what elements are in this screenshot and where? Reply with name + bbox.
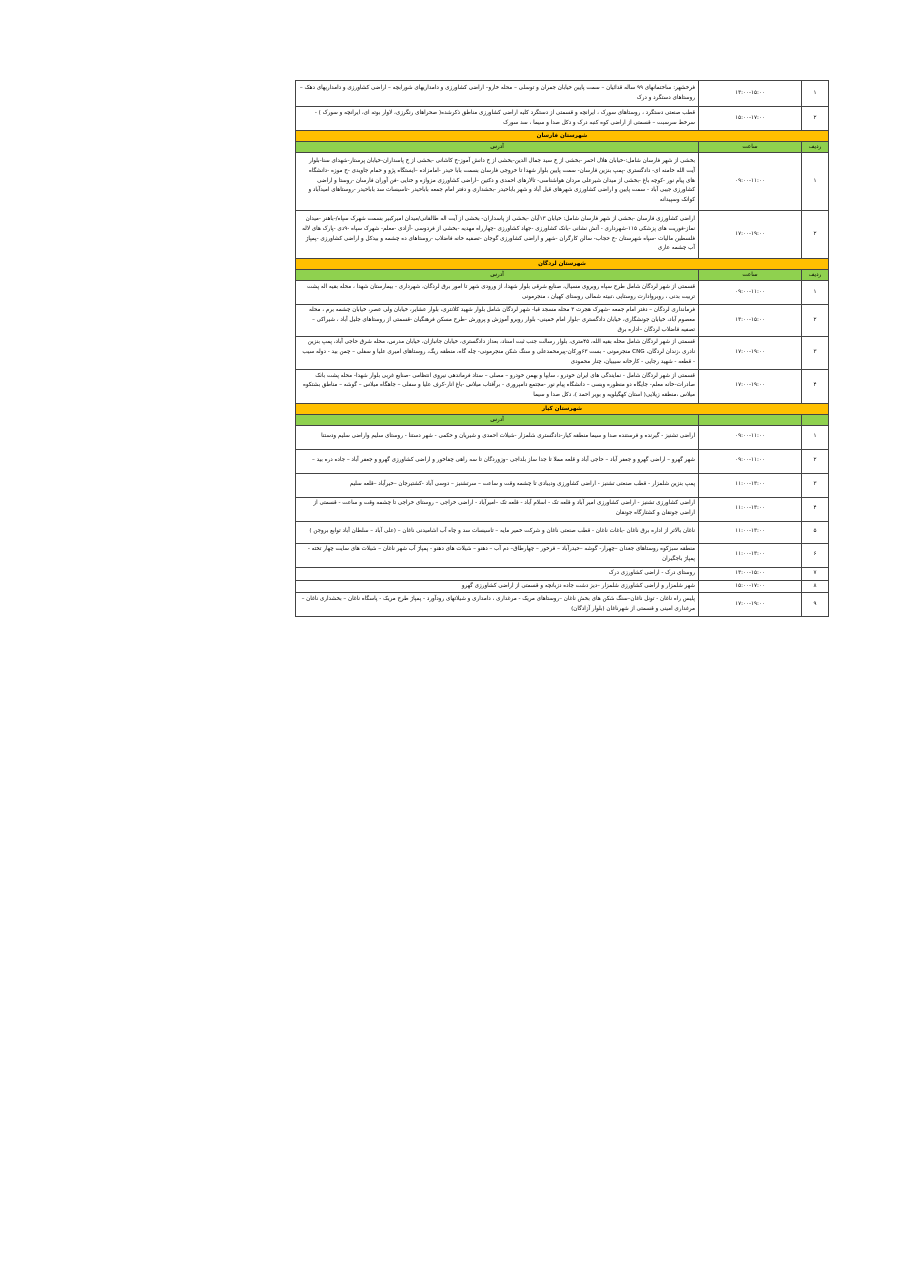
time-slot: ۱۳:۰۰-۱۵:۰۰ bbox=[699, 305, 802, 337]
address-text: قسمتی از شهر لردگان شامل - نمایندگی های ایران خودرو ، سایپا و بهمن خودرو – مصلی – ستاد فرماندهی نیروی انتظامی -صنایع غربی بلوار شهدا- محله پشت بانک صادرات-خانه معلم- جایگاه دو منظوره وبسی – دانشگاه پیام نور -مجتمع دامپروری - برآفتاب میلاس -باغ انار-کرف علیا و سفلی – جاهگاه میلاس – گوشه – مناطق بشتکوه میلاس ،منطقه زیلایی( استان کهگیلویه و بویر احمد )، دکل صدا و سیما bbox=[296, 369, 699, 403]
table-row bbox=[296, 449, 829, 473]
time-slot: ۱۷:۰۰-۱۹:۰۰ bbox=[699, 369, 802, 403]
time-slot: ۱۱:۰۰-۱۳:۰۰ bbox=[699, 497, 802, 521]
row-number: ۲ bbox=[802, 107, 829, 131]
time-slot: ۰۹:۰۰-۱۱:۰۰ bbox=[699, 449, 802, 473]
header-time-slot: ساعت bbox=[699, 142, 802, 153]
column-header-row bbox=[296, 142, 829, 153]
table-row bbox=[296, 305, 829, 337]
address-text: بخشی از شهر فارسان شامل:-خیابان هلال احمر -بخشی از خ سید جمال الدین-بخشی از خ دانش آموز-خ کاشانی -بخشی از خ پاسداران-خیابان پرستار-شهدای سنا-بلوار آیت الله خامنه ای- دادگستری -پمپ بنزین فارسان- سمت پایین بلوار شهدا تا خروجی فارسان بسمت بابا حیدر -امامزاده –ایستگاه پژو و حمام جاویدی -خ موزه -دانشگاه های پیام نور -کوچه باغ -بخشی از میدان شیرعلی مردان هواشناسی- تالارهای احمدی و دکتین –اراضی کشاورزی مزوازه و خنایی -فن آوران فارسان -روستا و اراضی کشاورزی جیبی آباد - سمت پایین و اراضی کشاورزی شهرهای قیل آباد و شهر باباحیدر -بخشداری و دفتر امام جمعه باباحیدر -تاسیسات سد باباحیدر -روستاهای امیدآباد و کوانک وسپیدانه bbox=[296, 153, 699, 211]
time-slot: ۱۳:۰۰-۱۵:۰۰ bbox=[699, 567, 802, 580]
row-number: ۱ bbox=[802, 81, 829, 107]
table-row bbox=[296, 107, 829, 131]
row-number: ۵ bbox=[802, 521, 829, 543]
address-text: قطب صنعتی دستگرد ، روستاهای سورک ، ایرانچه و قسمتی از دستگرد کلیه اراضی کشاورزی مناطق ذکرشده( صحراهای رنگرزی، لاوار بوته ای، ایرانچه و سورک ) - سرخط سرسبت – قسمتی از اراضی کوه کنبه درک و دکل صدا و سیما ، سد سورک bbox=[296, 107, 699, 131]
row-number: ۲ bbox=[802, 211, 829, 259]
header-row-number: ردیف bbox=[802, 142, 829, 153]
time-slot: ۱۷:۰۰-۱۹:۰۰ bbox=[699, 593, 802, 617]
table-row bbox=[296, 337, 829, 369]
header-row-number: ردیف bbox=[802, 270, 829, 281]
row-number: ۹ bbox=[802, 593, 829, 617]
table-row bbox=[296, 81, 829, 107]
time-slot: ۰۹:۰۰-۱۱:۰۰ bbox=[699, 425, 802, 449]
table-row bbox=[296, 473, 829, 497]
address-text: اراضی کشاورزی فارسان -بخشی از شهر فارسان شامل: خیابان ۱۳آبان -بخشی از پاسداران- بخشی از آیت اله طالقانی/میدان امیرکبیر بسمت شهرک سپاه/-باهنر -میدان نماز-فوریت های پزشکی ۱۱۵-شهرداری - آتش نشانی -بانک کشاورزی -جهاد کشاورزی -چهارراه مهدیه -بخشی از فردوسی -آزادی -معلم- شهرک سپاه -۹دی -پارک های لاله فلسطین مالیات -سپاه شهرستان -خ حجاب- سالن کارگران -شهر و اراضی کشاورزی گوجان -تصفیه خانه فاضلاب -روستاهای ده چشمه و بیدکل و اراضی کشاورزی -پمپاژ آب چشمه عاری bbox=[296, 211, 699, 259]
table-row bbox=[296, 425, 829, 449]
row-number: ۴ bbox=[802, 369, 829, 403]
time-slot: ۱۱:۰۰-۱۳:۰۰ bbox=[699, 473, 802, 497]
table-row bbox=[296, 369, 829, 403]
address-text: قسمتی از شهر لردگان شامل محله بقیه الله، ۴۵متری، بلوار رسالت جنب ثبت اسناد، بعداز دادگستری، خیابان جانبازان، خیابان مدرس، محله شرق حاجی آباد، پمپ بنزین نادری ،زندان لردگان، CNG منجرمونی - بست ۶۳ورکان-پیرمحمدعلی و سنگ شکن منجرمونی- چله گاه، منطقه ریگ، روستاهای امیری علیا و سفلی – چمن بید - دوله سیب - قطعه - شهید رجایی - کارخانه سیبیان، چنار محمودی bbox=[296, 337, 699, 369]
time-slot: ۱۷:۰۰-۱۹:۰۰ bbox=[699, 211, 802, 259]
city-section-header bbox=[296, 259, 829, 270]
header-address-text: آدرس bbox=[296, 270, 699, 281]
city-section-header bbox=[296, 403, 829, 414]
address-text: قسمتی از شهر لردگان شامل طرح سپاه روبروی مسیال، صنایع شرقی بلوار شهدا، از ورودی شهر تا امور برق لردگان، شهرداری - بیمارستان شهدا ، محله بقیه اله پشت تربیت بدنی ، روبروادارت روستایی ،تبیته شمالی روستای کهیان ، منجرمونی bbox=[296, 281, 699, 305]
row-number: ۴ bbox=[802, 497, 829, 521]
column-header-row bbox=[296, 414, 829, 425]
row-number: ۳ bbox=[802, 337, 829, 369]
time-slot: ۱۱:۰۰-۱۳:۰۰ bbox=[699, 543, 802, 567]
address-text: روستای درک - اراضی کشاورزی درک bbox=[296, 567, 699, 580]
row-number: ۸ bbox=[802, 580, 829, 593]
table-row bbox=[296, 593, 829, 617]
table-row bbox=[296, 281, 829, 305]
row-number: ۱ bbox=[802, 281, 829, 305]
address-text: اراضی تشنیز - گیرنده و فرستنده صدا و سیما منطقه کیار-دادگستری شلمزار -شیلات احمدی و شیریان و حکمی - شهر دستنا - روستای سلیم واراضی سلیم ودستنا bbox=[296, 425, 699, 449]
address-text: اراضی کشاورزی تشنیز - اراضی کشاورزی امیر آباد و قلعه تک - اسلام آباد - قلعه تک –امیرآباد - اراضی خراجی – روستای خراجی تا چشمه وقت و ساعت - قسمتی از اراضی جونقان و کشتارگاه جونقان bbox=[296, 497, 699, 521]
row-number: ۷ bbox=[802, 567, 829, 580]
row-number: ۱ bbox=[802, 153, 829, 211]
row-number: ۳ bbox=[802, 473, 829, 497]
column-header-row bbox=[296, 270, 829, 281]
row-number: ۲ bbox=[802, 305, 829, 337]
row-number: ۱ bbox=[802, 425, 829, 449]
address-text: فرمانداری لردگان – دفتر امام جمعه -شهرک هجرت ۳ محله مسجد قبا- شهر لردگان شامل بلوار شهید کلانتری، بلوار عشایر، خیابان ولی عصر، خیابان چشمه برم ، محله معصوم آباد، خیابان جونشگاری، خیابان دادگستری -بلوار امام خمینی- بلوار روبرو آموزش و پرورش -طرح مسکن فرهنگیان -قسمتی از روستاهای جلیل آباد ، شیراکی – تصفیه فاضلاب لردگان –اداره برق bbox=[296, 305, 699, 337]
header-address-text: آدرس bbox=[296, 414, 699, 425]
address-text: شهر گهرو – اراضی گهرو و جعفر آباد – حاجی آباد و قلعه مملا تا جدا ساز بلداجی –وزوردگان تا سه راهی چفاخور و اراضی کشاورزی گهرو و جعفر آباد – جاده دره بید – bbox=[296, 449, 699, 473]
header-row-number bbox=[802, 414, 829, 425]
table-row bbox=[296, 567, 829, 580]
time-slot: ۱۱:۰۰-۱۳:۰۰ bbox=[699, 521, 802, 543]
time-slot: ۰۹:۰۰-۱۱:۰۰ bbox=[699, 281, 802, 305]
table-row bbox=[296, 521, 829, 543]
table-row bbox=[296, 543, 829, 567]
city-name: شهرستان لردگان bbox=[296, 259, 829, 270]
time-slot: ۱۵:۰۰-۱۷:۰۰ bbox=[699, 580, 802, 593]
row-number: ۶ bbox=[802, 543, 829, 567]
address-text: منطقه سبزکوه روستاهای جغدان –چهرار- گوشه –حیدرآباد – فرخور – چهارطاق– دم آب – دهنو – شیلات های دهنو - پمپاژ آب شهر ناغان – شیلات های سایت چهار تخته - پمپاژ باجگیران bbox=[296, 543, 699, 567]
city-name: شهرستان کیار bbox=[296, 403, 829, 414]
time-slot: ۱۵:۰۰-۱۷:۰۰ bbox=[699, 107, 802, 131]
table-row bbox=[296, 211, 829, 259]
header-time-slot bbox=[699, 414, 802, 425]
row-number: ۲ bbox=[802, 449, 829, 473]
table-row bbox=[296, 580, 829, 593]
address-text: شهر شلمزار و اراضی کشاورزی شلمزار –دیز دشت جاده دزبانچه و قسمتی از اراضی کشاورزی گهرو bbox=[296, 580, 699, 593]
header-time-slot: ساعت bbox=[699, 270, 802, 281]
time-slot: ۱۷:۰۰-۱۹:۰۰ bbox=[699, 337, 802, 369]
time-slot: ۰۹:۰۰-۱۱:۰۰ bbox=[699, 153, 802, 211]
table-row bbox=[296, 497, 829, 521]
address-text: پلیس راه ناغان - تونل ناغان–سنگ شکن های بخش ناغان –روستاهای مریک - مرغداری ، دامداری و شیلاتهای رودآورد - پمپاژ طرح مریک - پاسگاه ناغان – بخشداری ناغان – مرغداری امینی و قسمتی از شهرناغان (بلوار آزادگان) bbox=[296, 593, 699, 617]
address-text: فرخشهر: ساختمانهای ۹۹ ساله قدائیان – سمت پایین خیابان جمران و توسلی – محله خارو– اراضی کشاورزی و دامداریهای شورابچه – اراضی کشاورزی و دامداریهای دهک – روستاهای دستگرد و درک bbox=[296, 81, 699, 107]
city-name: شهرستان فارسان bbox=[296, 131, 829, 142]
address-text: پمپ بنزین شلمزار - قطب صنعتی تشنیز - اراضی کشاورزی ودیبادی تا چشمه وقت و ساعت – سرتشنیز – دوسی آباد -کشتیرجان –خیرآباد –قلعه سلیم bbox=[296, 473, 699, 497]
header-address-text: آدرس bbox=[296, 142, 699, 153]
time-slot: ۱۳:۰۰-۱۵:۰۰ bbox=[699, 81, 802, 107]
table-row bbox=[296, 153, 829, 211]
address-text: ناغان بالاتر از اداره برق ناغان -باغات ناغان - قطب صنعتی ناغان و شرکت خمیر مایه – تاسیسات سد و چاه آب اشامیدنی ناغان – (علی آباد – سلطان آباد توابع بروجن ) bbox=[296, 521, 699, 543]
outage-schedule-table bbox=[295, 80, 829, 617]
city-section-header bbox=[296, 131, 829, 142]
